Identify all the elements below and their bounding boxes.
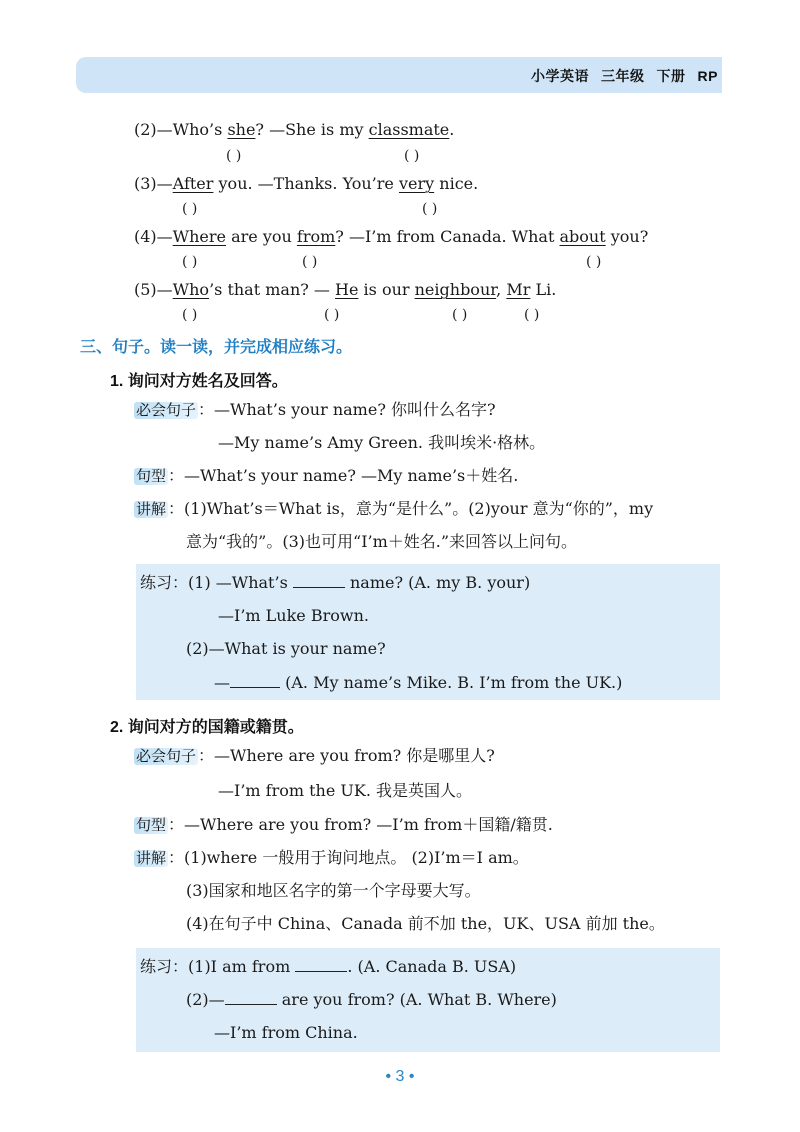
exercise-1-q1-reply: —I’m Luke Brown. xyxy=(218,606,369,625)
answer-paren[interactable]: ( ) xyxy=(182,254,198,270)
exercise-1-q1: 练习：(1) —What’s name? (A. my B. your) xyxy=(140,573,531,592)
fill-blank[interactable] xyxy=(225,990,277,1005)
subsection-title-2: 2. 询问对方的国籍或籍贯。 xyxy=(110,719,304,736)
answer-paren[interactable]: ( ) xyxy=(404,148,420,164)
fill-blank[interactable] xyxy=(293,573,345,588)
explain-1-cont: 意为“我的”。(3)也可用“I’m＋姓名.”来回答以上问句。 xyxy=(186,532,578,551)
header-subject: 小学英语 xyxy=(531,68,590,84)
answer-paren[interactable]: ( ) xyxy=(524,307,540,323)
section-title: 三、句子。读一读，并完成相应练习。 xyxy=(80,339,353,356)
explain-2-cont2: (4)在句子中 China、Canada 前不加 the，UK、USA 前加 the。 xyxy=(186,914,665,933)
exercise-1-q2: (2)—What is your name? xyxy=(186,639,386,658)
header-grade: 三年级 xyxy=(601,68,645,84)
answer-paren[interactable]: ( ) xyxy=(226,148,242,164)
fill-blank[interactable] xyxy=(230,673,280,688)
question-3: (3)—After you. —Thanks. You’re very nice. xyxy=(134,174,479,193)
page-number: • 3 • xyxy=(385,1068,415,1085)
answer-paren[interactable]: ( ) xyxy=(422,201,438,217)
fill-blank[interactable] xyxy=(295,957,347,972)
explain-2: 讲解 ：(1)where 一般用于询问地点。 (2)I’m＝I am。 xyxy=(136,848,529,867)
pattern-tag: 句型 xyxy=(136,817,167,834)
must-know-1: 必会句子 ：—What’s your name? 你叫什么名字? xyxy=(136,400,496,419)
answer-paren[interactable]: ( ) xyxy=(452,307,468,323)
question-5: (5)—Who’s that man? — He is our neighbour, Mr Li. xyxy=(134,280,557,299)
pattern-2: 句型 ：—Where are you from? —I’m from＋国籍/籍贯. xyxy=(136,815,553,834)
answer-paren[interactable]: ( ) xyxy=(324,307,340,323)
explain-2-cont1: (3)国家和地区名字的第一个字母要大写。 xyxy=(186,881,481,900)
explain-tag: 讲解 xyxy=(136,850,167,867)
must-know-2-answer: —I’m from the UK. 我是英国人。 xyxy=(218,781,473,800)
question-4: (4)—Where are you from? —I’m from Canada. What about you? xyxy=(134,227,649,246)
exercise-1-q2-reply: — (A. My name’s Mike. B. I’m from the UK.) xyxy=(214,673,623,692)
pattern-tag: 句型 xyxy=(136,468,167,485)
must-know-1-answer: —My name’s Amy Green. 我叫埃米·格林。 xyxy=(218,433,546,452)
question-2: (2)—Who’s she? —She is my classmate. xyxy=(134,120,455,139)
subsection-title-1: 1. 询问对方姓名及回答。 xyxy=(110,373,288,390)
exercise-2-q1: 练习：(1)I am from . (A. Canada B. USA) xyxy=(140,957,517,976)
must-know-2: 必会句子 ：—Where are you from? 你是哪里人? xyxy=(136,746,495,765)
exercise-2-q2: (2)— are you from? (A. What B. Where) xyxy=(186,990,557,1009)
explain-tag: 讲解 xyxy=(136,501,167,518)
answer-paren[interactable]: ( ) xyxy=(182,307,198,323)
header-volume: 下册 xyxy=(656,68,686,84)
answer-paren[interactable]: ( ) xyxy=(302,254,318,270)
explain-1: 讲解 ：(1)What’s＝What is，意为“是什么”。(2)your 意为“你的”，my xyxy=(136,499,654,518)
pattern-1: 句型 ：—What’s your name? —My name’s＋姓名. xyxy=(136,466,519,485)
must-know-tag: 必会句子 xyxy=(136,402,197,419)
header-edition: RP xyxy=(697,68,718,84)
answer-paren[interactable]: ( ) xyxy=(586,254,602,270)
must-know-tag: 必会句子 xyxy=(136,748,197,765)
header-title xyxy=(519,66,718,86)
exercise-2-q2-reply: —I’m from China. xyxy=(214,1023,358,1042)
answer-paren[interactable]: ( ) xyxy=(182,201,198,217)
